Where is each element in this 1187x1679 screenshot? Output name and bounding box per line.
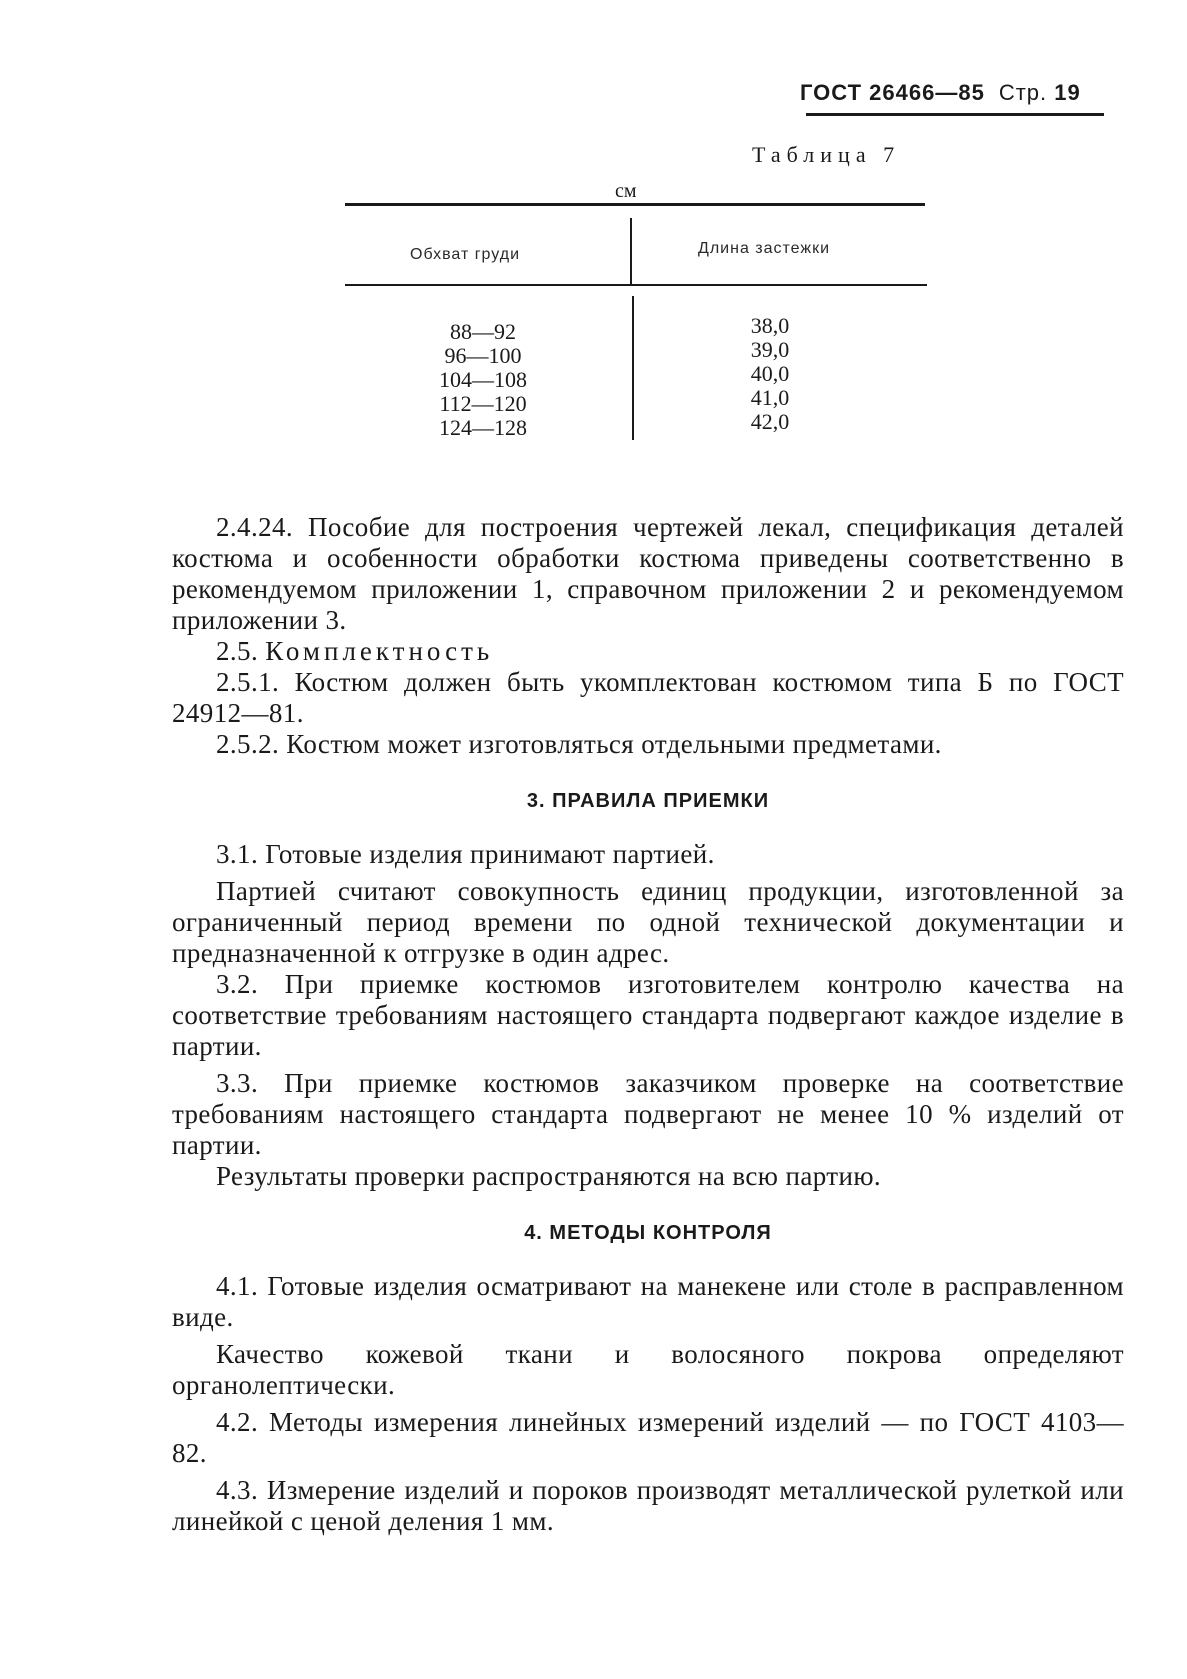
section-4-title: 4. МЕТОДЫ КОНТРОЛЯ	[524, 1222, 772, 1244]
standard-number: ГОСТ 26466—85	[800, 80, 985, 105]
table-cell-length: 38,0	[750, 313, 790, 338]
table-cell-length: 40,0	[750, 361, 790, 386]
table-cell-chest: 112—120	[439, 391, 527, 416]
paragraph-3-2: 3.2. При приемке костюмов изготовителем контролю качества на соответствие требованиям настоящего стандарта подвергают каждое изделие в партии.	[172, 969, 1124, 1061]
paragraph-2-5-2: 2.5.2. Костюм может изготовляться отдельными предметами.	[216, 729, 942, 759]
table-cell-chest: 104—108	[439, 367, 527, 392]
paragraph-2-4-24: 2.4.24. Пособие для построения чертежей лекал, спецификация деталей костюма и особенности обработки костюма приведены соответственно в рекомендуемом приложении 1, справочном приложении 2 и рекомендуемом приложении 3.	[172, 512, 1124, 635]
length-column	[735, 314, 805, 434]
paragraph-3-1: 3.1. Готовые изделия принимают партией.	[216, 839, 715, 869]
header-rule	[806, 113, 1104, 116]
table-header-rule	[345, 284, 927, 286]
paragraph-4-2: 4.2. Методы измерения линейных измерений изделий — по ГОСТ 4103—82.	[172, 1407, 1124, 1468]
page-number: 19	[1054, 80, 1081, 105]
paragraph-2-5	[172, 636, 1124, 667]
table-header-divider	[630, 218, 632, 284]
body-text	[172, 512, 1124, 1537]
table-cell-chest: 96—100	[444, 343, 522, 368]
page-header	[800, 80, 1100, 106]
table-cell-chest: 124—128	[439, 415, 527, 440]
paragraph-3-3: 3.3. При приемке костюмов заказчиком проверке на соответствие требованиям настоящего стандарта подвергают не менее 10 % изделий от партии.	[172, 1068, 1124, 1160]
paragraph-2-5-1: 2.5.1. Костюм должен быть укомплектован костюмом типа Б по ГОСТ 24912—81.	[172, 667, 1124, 728]
column-header-length: Длина застежки	[698, 240, 831, 257]
paragraph-2-5-title: Комплектность	[265, 636, 494, 666]
table-cell-length: 41,0	[750, 385, 790, 410]
section-3-title: 3. ПРАВИЛА ПРИЕМКИ	[526, 790, 770, 812]
table-unit: см	[615, 180, 637, 202]
chest-column	[428, 320, 538, 440]
page-label: Стр.	[998, 80, 1048, 105]
table-cell-chest: 88—92	[450, 319, 516, 344]
table-title: Таблица 7	[752, 142, 901, 167]
paragraph-2-5-number: 2.5.	[216, 636, 259, 666]
paragraph-4-3: 4.3. Измерение изделий и пороков производят металлической рулеткой или линейкой с ценой деления 1 мм.	[172, 1475, 1124, 1536]
table-body-divider	[632, 296, 634, 440]
column-header-chest: Обхват груди	[410, 246, 521, 263]
table-cell-length: 39,0	[750, 337, 790, 362]
table-top-rule	[345, 203, 925, 206]
table-cell-length: 42,0	[750, 409, 790, 434]
paragraph-3-3-b: Результаты проверки распространяются на всю партию.	[216, 1161, 882, 1191]
paragraph-3-1-b: Партией считают совокупность единиц продукции, изготовленной за ограниченный период времени по одной технической документации и предназначенной к отгрузке в один адрес.	[172, 876, 1124, 968]
paragraph-4-1: 4.1. Готовые изделия осматривают на манекене или столе в расправленном виде.	[172, 1271, 1124, 1332]
paragraph-4-1-b: Качество кожевой ткани и волосяного покрова определяют органолептически.	[172, 1339, 1124, 1400]
